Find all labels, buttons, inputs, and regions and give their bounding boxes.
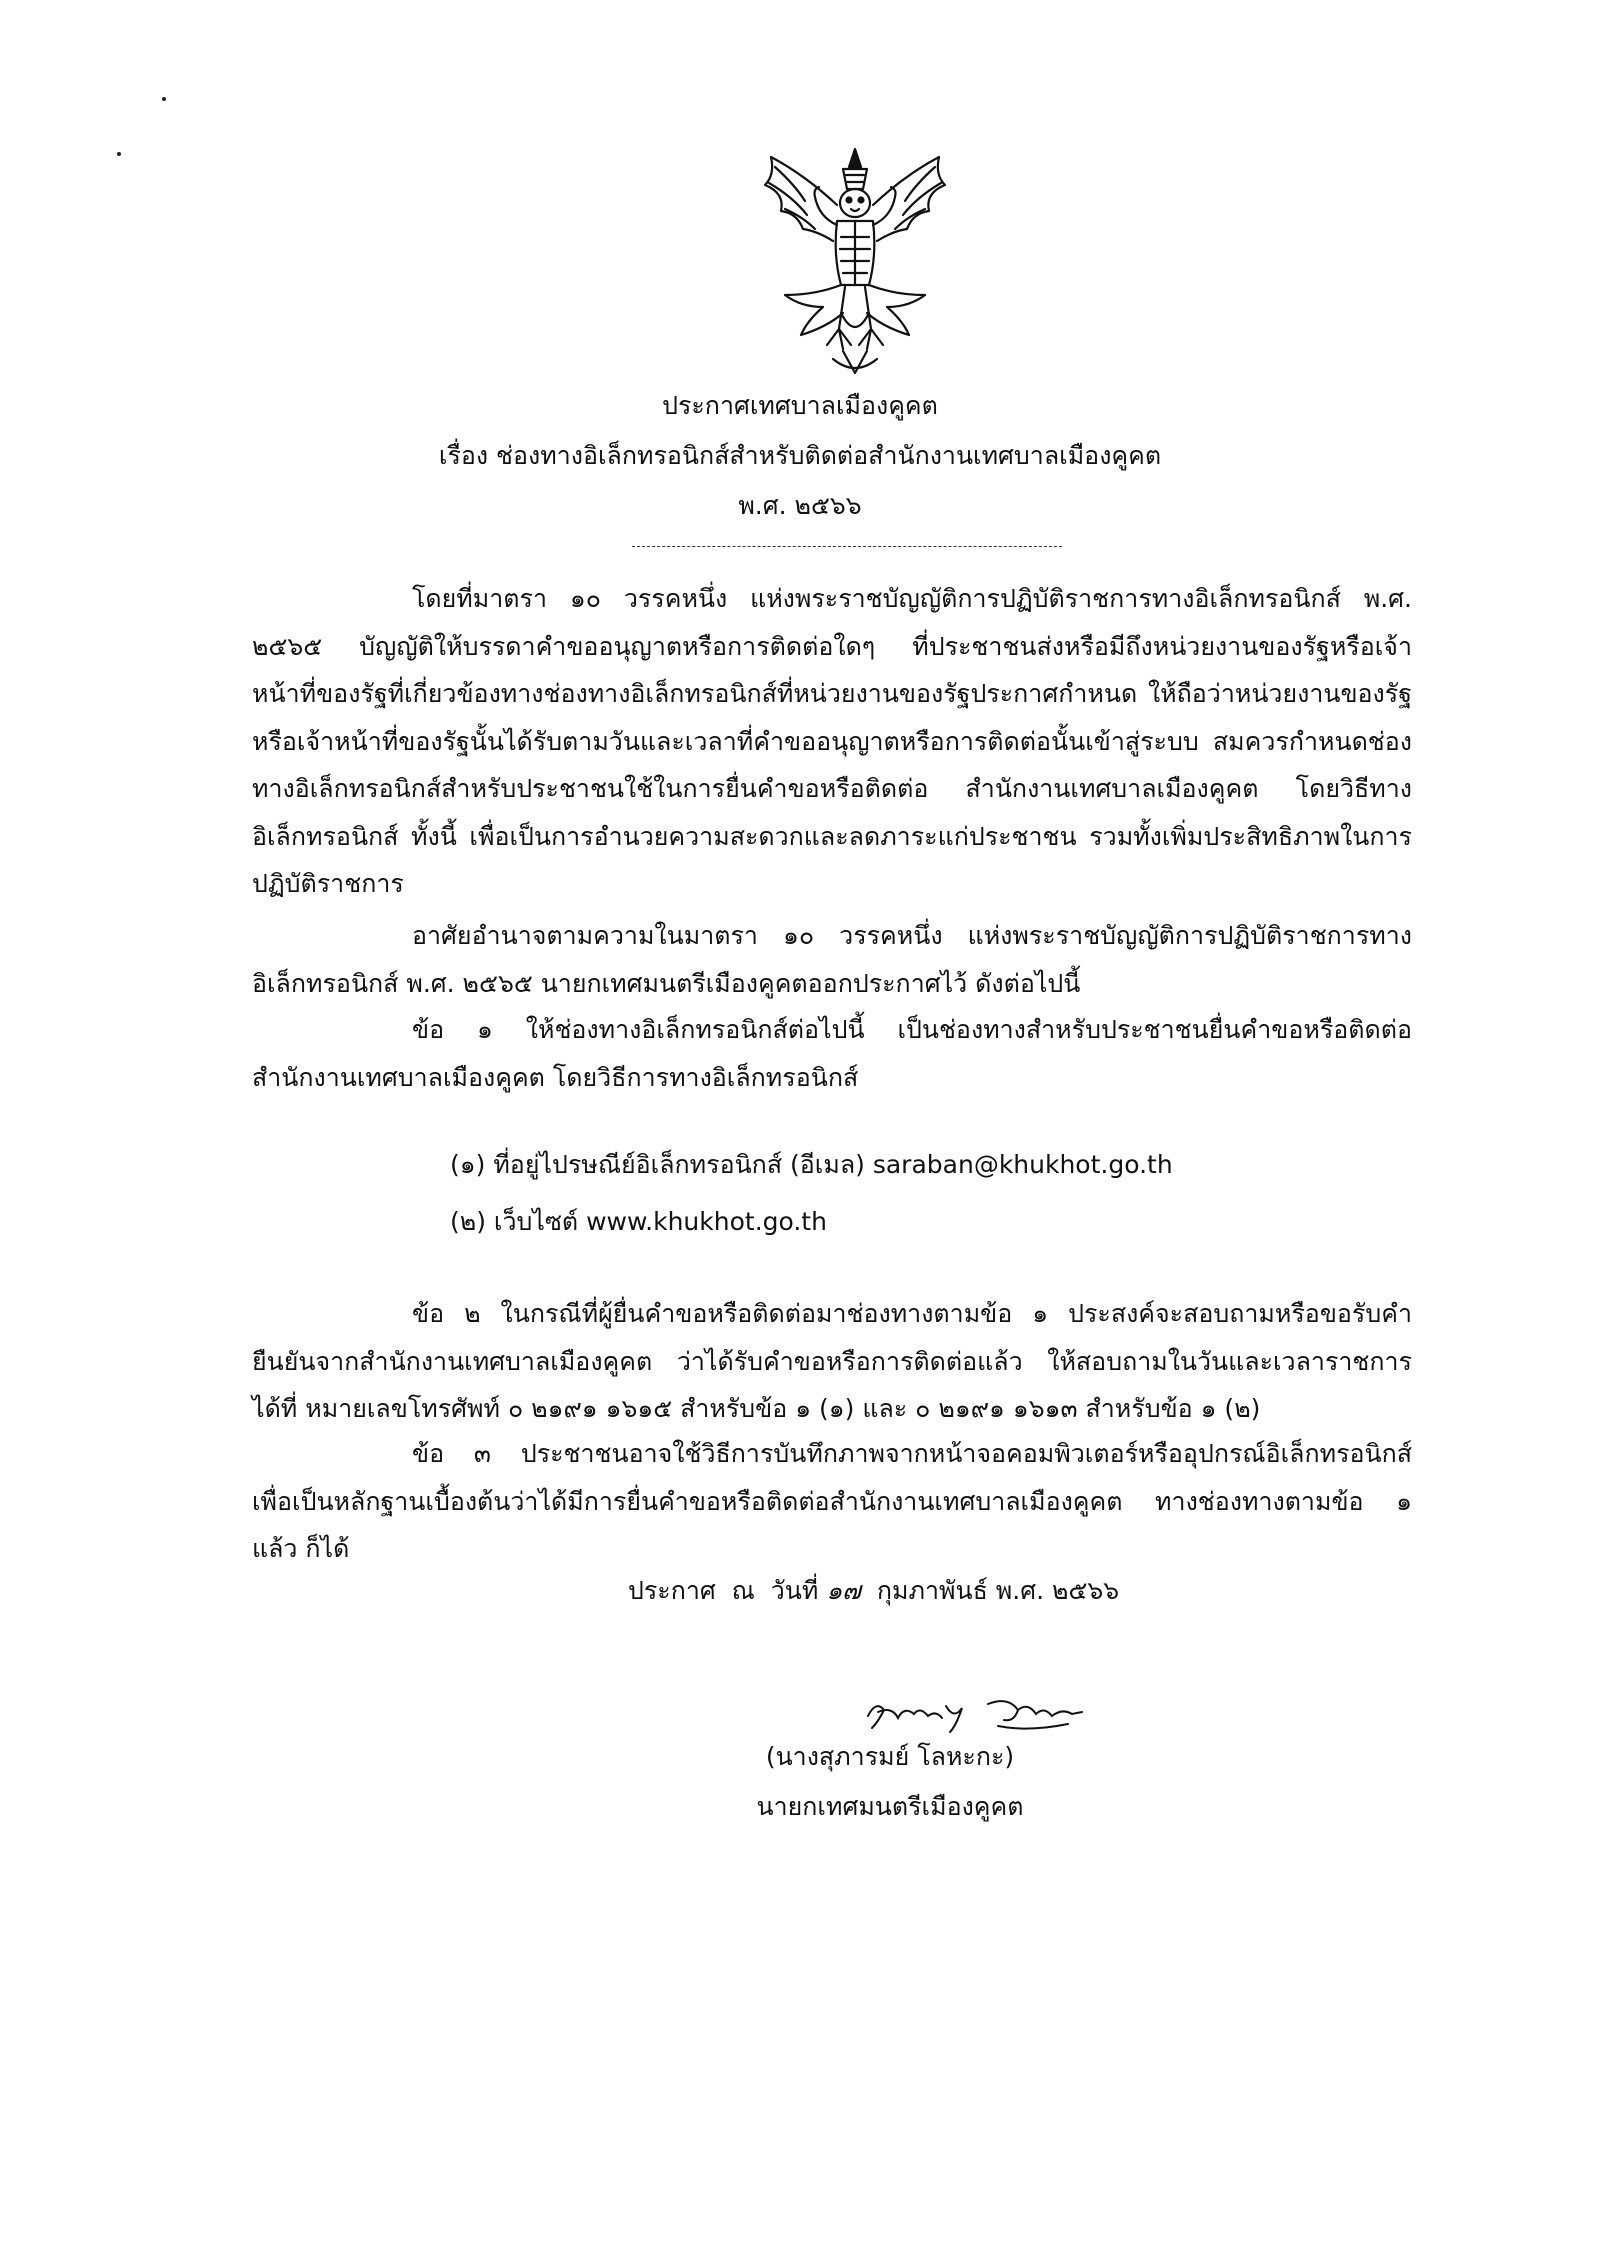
signer-name: (นางสุภารมย์ โลหะกะ) [765,1742,1015,1771]
date-prefix: ประกาศ ณ วันที่ [628,1576,819,1605]
signer-position: นายกเทศมนตรีเมืองคูคต [756,1792,1024,1821]
clause-1-paragraph [252,1006,1412,1101]
authority-text: อาศัยอำนาจตามความในมาตรา ๑๐ วรรคหนึ่ง แห่งพระราชบัญญัติการปฏิบัติราชการทางอิเล็กทรอนิกส์ พ.ศ. ๒๕๖๕ นายกเทศมนตรีเมืองคูคตออกประกาศไว้ ดังต่อไปนี้ [252,921,1412,998]
clause-3-paragraph [252,1430,1412,1573]
preamble-paragraph [252,575,1412,908]
email-channel-item: (๑) ที่อยู่ไปรษณีย์อิเล็กทรอนิกส์ (อีเมล) saraban@khukhot.go.th [450,1150,1173,1179]
title-divider [632,546,1062,547]
document-title: ประกาศเทศบาลเมืองคูคต [662,391,938,420]
handwritten-signature-icon [858,1676,1098,1746]
announcement-date [628,1571,1119,1611]
garuda-emblem-icon [745,145,965,380]
document-subject: เรื่อง ช่องทางอิเล็กทรอนิกส์สำหรับติดต่อสำนักงานเทศบาลเมืองคูคต [438,441,1162,470]
preamble-text: โดยที่มาตรา ๑๐ วรรคหนึ่ง แห่งพระราชบัญญัติการปฏิบัติราชการทางอิเล็กทรอนิกส์ พ.ศ. ๒๕๖๕ บัญญัติให้บรรดาคำขออนุญาตหรือการติดต่อใดๆ ที่ประชาชนส่งหรือมีถึงหน่วยงานของรัฐหรือเจ้าหน้าที่ของรัฐที่เกี่ยวข้องทางช่องทางอิเล็กทรอนิกส์ที่หน่วยงานของรัฐประกาศกำหนด ให้ถือว่าหน่วยงานของรัฐหรือเจ้าหน้าที่ของรัฐนั้นได้รับตามวันและเวลาที่คำขออนุญาตหรือการติดต่อนั้นเข้าสู่ระบบ สมควรกำหนดช่องทางอิเล็กทรอนิกส์สำหรับประชาชนใช้ในการยื่นคำขอหรือติดต่อ สำนักงานเทศบาลเมืองคูคต โดยวิธีทางอิเล็กทรอนิกส์ ทั้งนี้ เพื่อเป็นการอำนวยความสะดวกและลดภาระแก่ประชาชน รวมทั้งเพิ่มประสิทธิภาพในการปฏิบัติราชการ [252,584,1412,898]
clause-2-text: ข้อ ๒ ในกรณีที่ผู้ยื่นคำขอหรือติดต่อมาช่องทางตามข้อ ๑ ประสงค์จะสอบถามหรือขอรับคำยืนยันจากสำนักงานเทศบาลเมืองคูคต ว่าได้รับคำขอหรือการติดต่อแล้ว ให้สอบถามในวันและเวลาราชการได้ที่ หมายเลขโทรศัพท์ ๐ ๒๑๙๑ ๑๖๑๕ สำหรับข้อ ๑ (๑) และ ๐ ๒๑๙๑ ๑๖๑๓ สำหรับข้อ ๑ (๒) [252,1299,1412,1423]
clause-3-text: ข้อ ๓ ประชาชนอาจใช้วิธีการบันทึกภาพจากหน้าจอคอมพิวเตอร์หรืออุปกรณ์อิเล็กทรอนิกส์ เพื่อเป็นหลักฐานเบื้องต้นว่าได้มีการยื่นคำขอหรือติดต่อสำนักงานเทศบาลเมืองคูคต ทางช่องทางตามข้อ ๑ แล้ว ก็ได้ [252,1439,1412,1563]
clause-2-paragraph [252,1290,1412,1433]
website-channel-item: (๒) เว็บไซต์ www.khukhot.go.th [450,1207,827,1236]
authority-paragraph [252,912,1412,1007]
scan-speck [117,152,121,156]
scan-speck [162,97,166,101]
date-suffix: กุมภาพันธ์ พ.ศ. ๒๕๖๖ [876,1576,1120,1605]
clause-1-text: ข้อ ๑ ให้ช่องทางอิเล็กทรอนิกส์ต่อไปนี้ เป็นช่องทางสำหรับประชาชนยื่นคำขอหรือติดต่อ สำนักงานเทศบาลเมืองคูคต โดยวิธีการทางอิเล็กทรอนิกส์ [252,1015,1412,1092]
date-day: ๑๗ [826,1576,861,1605]
document-year: พ.ศ. ๒๕๖๖ [738,491,862,520]
